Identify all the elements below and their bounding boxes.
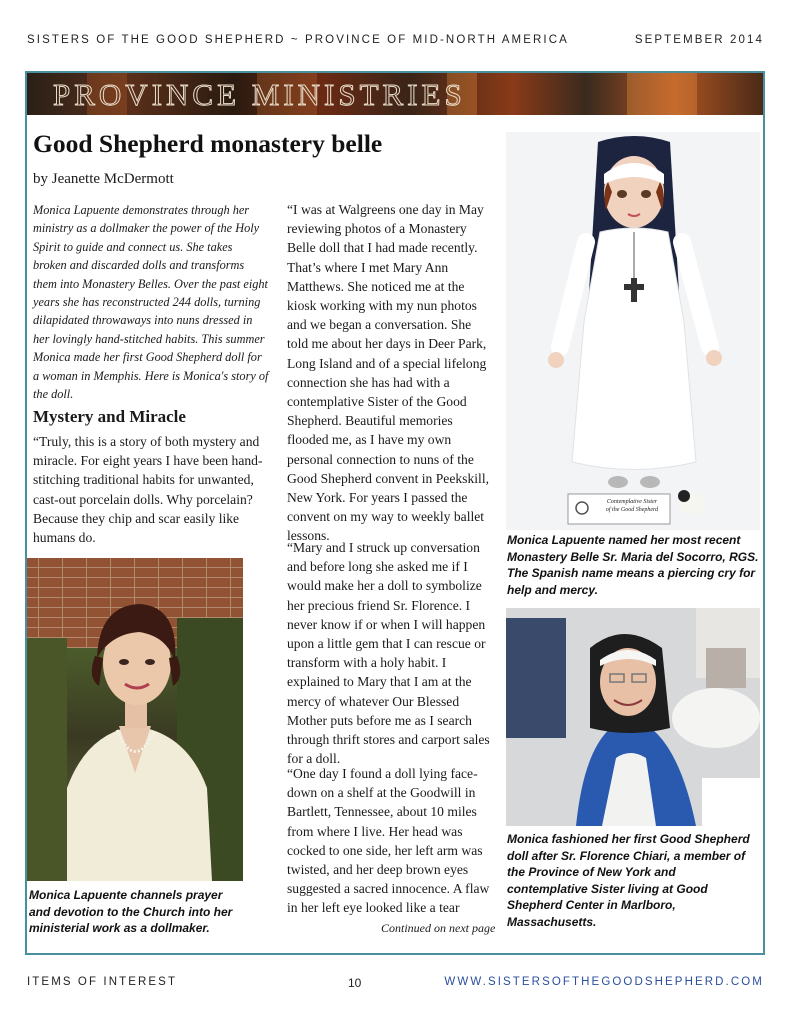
body-paragraph: “One day I found a doll lying face-down on a shelf at the Goodwill in Bartlett, Tennessee, about 10 miles from where I live. Her head was cocked to one side, her left arm was twisted, and her deep brown eyes suggested a sacred innocence. A flaw in her left eye looked like a tear — [287, 766, 490, 916]
website-link[interactable]: WWW.SISTERSOFTHEGOODSHEPHERD.COM — [444, 976, 764, 988]
article-intro: Monica Lapuente demonstrates through her ministry as a dollmaker the power of the Holy Spirit to guide and connect us. She takes broken and discarded dolls and transforms them into Monastery Belles. Over the past eight years she has reconstructed 244 dolls, turning dilapidated throwaways into nuns dressed in her lovingly hand-stitched habits. This summer Monica made her first Good Shepherd doll for a woman in Memphis. Here is Monica's story of the doll. — [33, 203, 269, 402]
body-paragraph: “Truly, this is a story of both mystery and miracle. For eight years I have been hand-stitching traditional habits for unwanted, cast-out porcelain dolls. Why porcelain? Because they chip and scar easily like humans do. — [33, 434, 263, 546]
continued-note: Continued on next page — [381, 921, 496, 935]
publisher-line: SISTERS OF THE GOOD SHEPHERD ~ PROVINCE OF MID-NORTH AMERICA — [27, 34, 569, 46]
caption-woman: Monica Lapuente channels prayer and devotion to the Church into her ministerial work as a dollmaker. — [29, 888, 233, 935]
page-footer — [27, 976, 764, 992]
photo-sr-florence — [506, 608, 760, 826]
photo-monica-lapuente — [27, 558, 243, 881]
photo-doll-sr-maria — [506, 132, 760, 530]
body-paragraph: “Mary and I struck up conversation and before long she asked me if I would make her a doll to symbolize her precious friend Sr. Florence. I never know if or when I will happen upon a little gem that I can rescue or transform with a holy habit. I explained to Mary that I am at the mercy of whatever Our Blessed Mother puts before me as I search through thrift stores and carport sales for a doll. — [287, 540, 490, 767]
page-number: 10 — [348, 976, 362, 990]
caption-doll: Monica Lapuente named her most recent Monastery Belle Sr. Maria del Socorro, RGS. The Spanish name means a piercing cry for help and mercy. — [507, 533, 759, 597]
subheading: Mystery and Miracle — [33, 407, 186, 426]
caption-sister: Monica fashioned her first Good Shepherd doll after Sr. Florence Chiari, a member of the Province of New York and contemplative Sister living at Good Shepherd Center in Marlboro, Massachusetts. — [507, 832, 750, 929]
section-banner — [27, 73, 763, 115]
byline: by Jeanette McDermott — [33, 171, 174, 187]
running-header — [27, 34, 764, 50]
doll-name-card — [592, 498, 672, 514]
issue-date: SEPTEMBER 2014 — [634, 34, 764, 46]
article-title: Good Shepherd monastery belle — [33, 129, 383, 158]
body-paragraph: “I was at Walgreens one day in May reviewing photos of a Monastery Belle doll that I had made recently. That’s where I met Mary Ann Matthews. She noticed me at the kiosk working with my nun photos and we began a conversation. She told me about her days in Deer Park, Long Island and of a special lifelong connection she has had with a contemplative Sister of the Good Shepherd. Beautiful memories flooded me, as I have my own personal connection to nuns of the Good Shepherd convent in Peekskill, New York. For years I passed the convent on my way to weekly ballet lessons. — [287, 202, 489, 544]
doll-card-line: of the Good Shepherd — [605, 507, 659, 513]
section-label: ITEMS OF INTEREST — [27, 976, 178, 988]
doll-card-line: Contemplative Sister — [606, 499, 658, 505]
section-title: PROVINCE MINISTRIES — [53, 77, 466, 112]
